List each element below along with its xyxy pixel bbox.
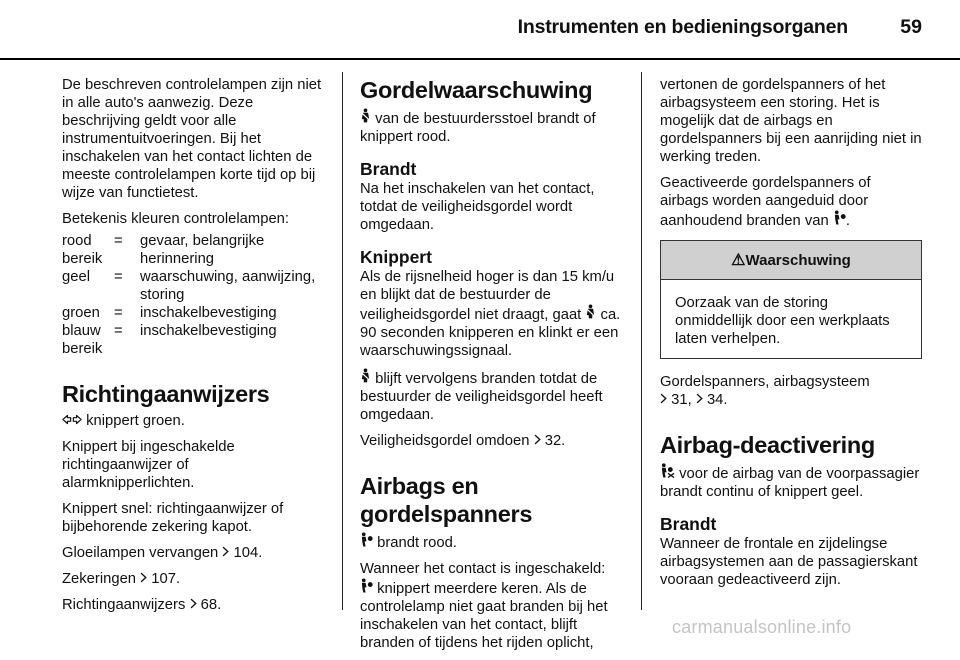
airbag-paragraph: Wanneer het contact is ingeschakeld: knippert meerdere keren. Als de controlelamp niet gaat branden bij het inschakelen van het contact, blijft branden of tijdens het rijden oplicht,	[360, 561, 608, 651]
airbag-off-icon	[660, 463, 675, 478]
subheading-brandt: Brandt	[660, 514, 717, 534]
color-equals: =	[114, 233, 123, 249]
color-row	[62, 268, 324, 304]
turn-signal-paragraph: Knippert snel: richtingaanwijzer of bijbehorende zekering kapot.	[62, 501, 284, 535]
turn-signal-line: knippert groen.	[62, 412, 324, 430]
seatbelt-icon	[585, 304, 596, 319]
section-heading-airbags: Airbags en gordelspanners	[360, 473, 533, 527]
column-divider-1	[342, 72, 343, 610]
page-ref-arrow-icon	[696, 393, 703, 404]
color-name: geel	[62, 269, 90, 285]
cross-reference[interactable]: Gloeilampen vervangen 104.	[62, 545, 263, 561]
color-row	[62, 232, 324, 268]
column-divider-2	[641, 72, 642, 610]
airbag-icon	[360, 578, 373, 593]
seatbelt-line: van de bestuurdersstoel brandt of knippert rood.	[360, 108, 626, 146]
column-middle	[360, 76, 626, 660]
color-meaning: gevaar, belangrijke herinnering	[140, 233, 265, 267]
turn-signal-paragraph: Knippert bij ingeschakelde richtingaanwijzer of alarmknipperlichten.	[62, 439, 235, 491]
page-ref-arrow-icon	[534, 434, 541, 445]
cross-reference[interactable]: Gordelspanners, airbagsysteem 31, 34.	[660, 374, 870, 408]
airbag-icon	[360, 532, 373, 547]
page-ref-arrow-icon	[190, 598, 197, 609]
airbag-line: brandt rood.	[360, 532, 626, 552]
warning-body: Oorzaak van de storing onmiddellijk door een werkplaats laten verhelpen.	[675, 295, 890, 347]
turn-signal-icon	[62, 414, 82, 425]
color-equals: =	[114, 323, 123, 339]
blijft-paragraph: blijft vervolgens branden totdat de bestuurder de veiligheidsgordel heeft omgedaan.	[360, 368, 626, 424]
cross-reference[interactable]: Veiligheidsgordel omdoen 32.	[360, 433, 566, 449]
color-row	[62, 340, 324, 358]
page-ref-arrow-icon	[660, 393, 667, 404]
cross-reference[interactable]: Richtingaanwijzers 68.	[62, 597, 222, 613]
column-right	[660, 76, 922, 597]
color-name: rood bereik	[62, 233, 103, 267]
chapter-title: Instrumenten en bedieningsorganen	[517, 16, 848, 38]
color-meaning: waarschuwing, aanwijzing, storing	[140, 269, 316, 303]
color-equals: =	[114, 305, 123, 321]
header-rule	[0, 58, 960, 60]
subheading-knippert: Knippert	[360, 247, 432, 267]
deactivation-brandt-paragraph: Wanneer de frontale en zijdelingse airbagsystemen aan de passagierskant vooraan gedeactiveerd zijn.	[660, 536, 918, 588]
cross-reference[interactable]: Zekeringen 107.	[62, 571, 181, 587]
page-number: 59	[900, 16, 922, 38]
seatbelt-icon	[360, 368, 371, 383]
page-ref-arrow-icon	[140, 572, 147, 583]
subheading-brandt: Brandt	[360, 159, 417, 179]
colors-intro: Betekenis kleuren controlelampen:	[62, 211, 290, 227]
airbag-icon	[833, 210, 846, 225]
seatbelt-icon	[360, 108, 371, 123]
section-heading-seatbelt: Gordelwaarschuwing	[360, 77, 593, 103]
color-meaning-table	[62, 232, 324, 358]
color-name: bereik	[62, 341, 103, 357]
color-name: blauw	[62, 323, 101, 339]
section-heading-airbag-deactivation: Airbag-deactivering	[660, 432, 875, 458]
section-heading-turn-signals: Richtingaanwijzers	[62, 381, 270, 407]
knippert-paragraph: Als de rijsnelheid hoger is dan 15 km/u en blijkt dat de bestuurder de veiligheidsgordel niet draagt, gaat ca. 90 seconden knipperen en klinkt er een waarschuwingssignaal.	[360, 269, 621, 359]
column-left	[62, 76, 324, 622]
warning-header: ⚠Waarschuwing	[661, 241, 921, 280]
color-row	[62, 322, 324, 340]
color-name: groen	[62, 305, 100, 321]
color-meaning: inschakelbevestiging	[140, 323, 277, 339]
color-row	[62, 304, 324, 322]
page-ref-arrow-icon	[222, 546, 229, 557]
warning-box	[660, 240, 922, 359]
color-meaning: inschakelbevestiging	[140, 305, 277, 321]
intro-paragraph: De beschreven controlelampen zijn niet in alle auto's aanwezig. Deze beschrijving geldt voor alle instrumentuitvoeringen. Bij het inschakelen van het contact lichten de meeste controlelampen korte tijd op bij wijze van functietest.	[62, 77, 322, 201]
airbag-continuation-paragraph: vertonen de gordelspanners of het airbagsysteem een storing. Het is mogelijk dat de airbags en gordelspanners bij een aanrijding niet in werking treden.	[660, 77, 922, 165]
watermark: carmanualsonline.info	[672, 617, 852, 637]
deactivation-line: voor de airbag van de voorpassagier brandt continu of knippert geel.	[660, 463, 922, 501]
activated-paragraph: Geactiveerde gordelspanners of airbags worden aangeduid door aanhoudend branden van .	[660, 175, 871, 229]
warning-triangle-icon: ⚠	[731, 252, 746, 269]
color-equals: =	[114, 269, 123, 285]
brandt-paragraph: Na het inschakelen van het contact, totdat de veiligheidsgordel wordt omgedaan.	[360, 181, 595, 233]
